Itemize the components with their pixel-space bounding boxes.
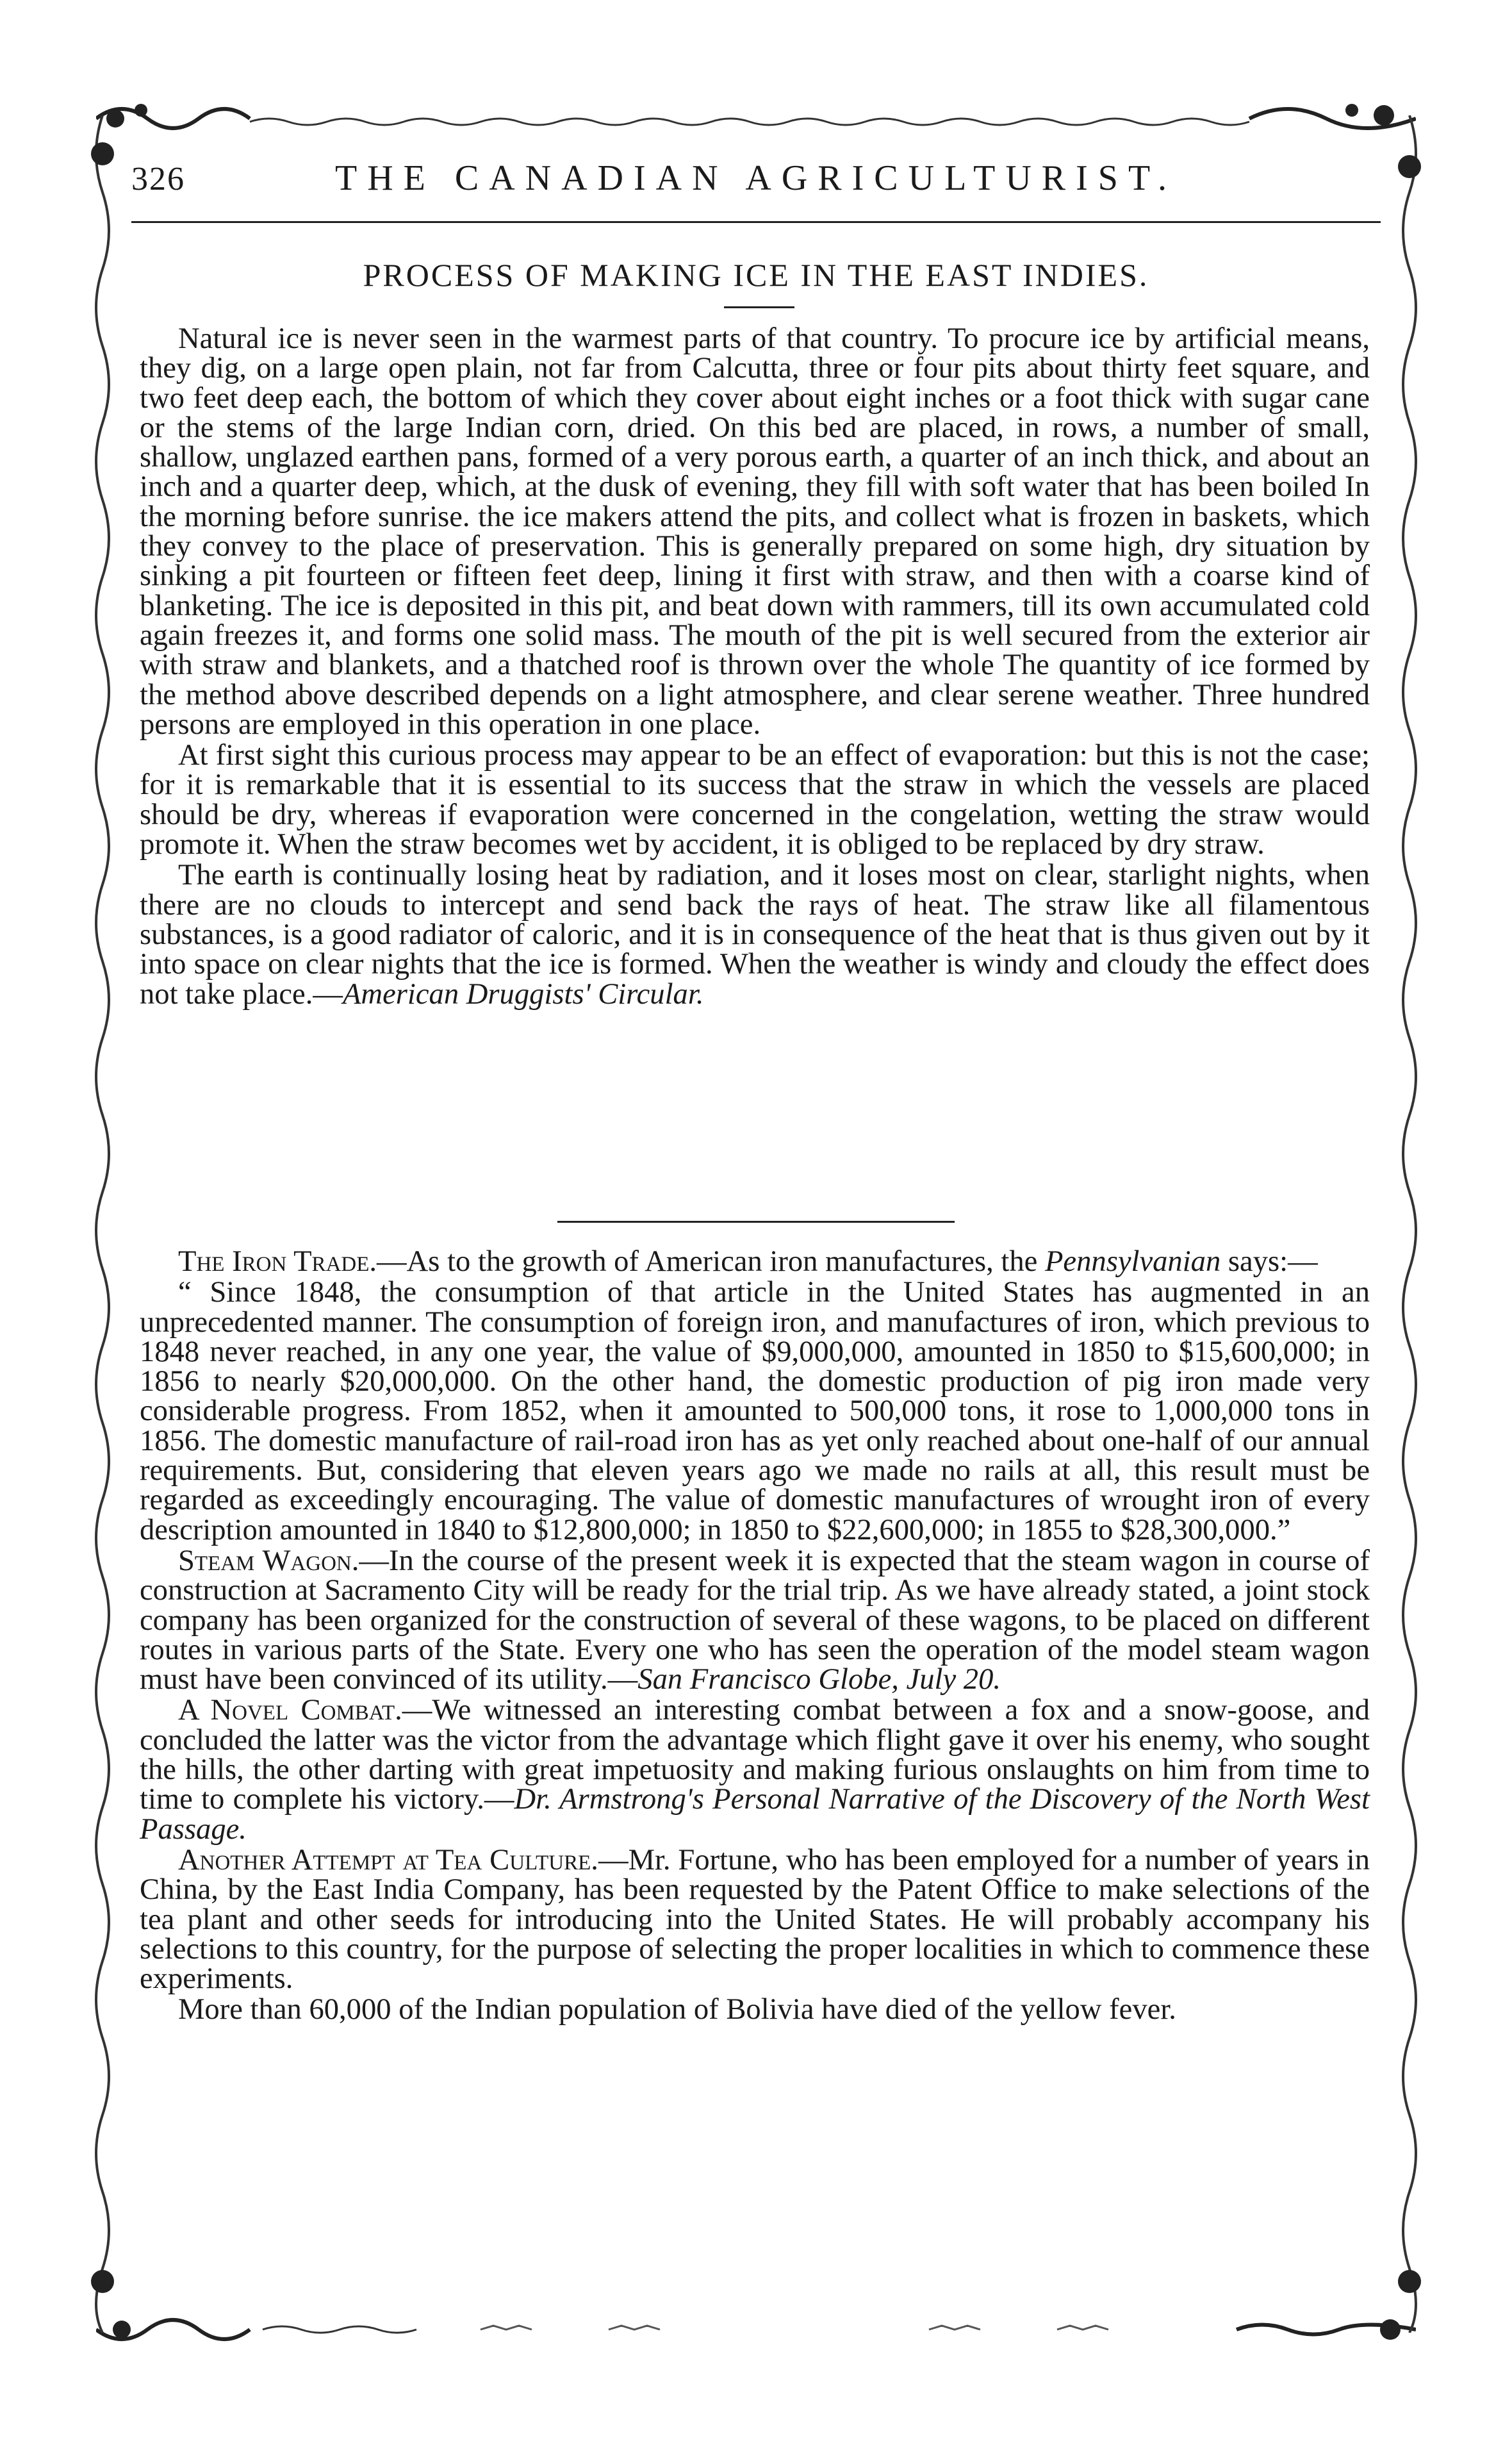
paragraph-tea-culture	[140, 1842, 1370, 1996]
paragraph-text: The earth is continually losing heat by radiation, and it loses most on clear, starlight nights, when there are no clouds to intercept and send back the rays of heat. The straw like all filamentous substances, is a good radiator of caloric, and it is in consequence of the heat that is thus given out by it into space on clear nights that the ice is formed. When the weather is windy and cloudy the effect does not take place.—	[140, 858, 1370, 1011]
paragraph-text: says:—	[1220, 1245, 1318, 1278]
item-heading: The Iron Trade.	[178, 1245, 377, 1278]
header-rule	[131, 221, 1381, 223]
paragraph-bolivia: More than 60,000 of the Indian population of Bolivia have died of the yellow fever.	[178, 1992, 1176, 2026]
paragraph: Natural ice is never seen in the warmest parts of that country. To procure ice by artificial means, they dig, on a large open plain, not far from Calcutta, three or four pits about thirty feet square, and two feet deep each, the bottom of which they cover about eight inches or a foot thick with sugar cane or the stems of the large Indian corn, dried. On this bed are placed, in rows, a number of small, shallow, unglazed earthen pans, formed of a very porous earth, a quarter of an inch thick, and about an inch and a quarter deep, which, at the dusk of evening, they fill with soft water that has been boiled In the morning before sunrise. the ice makers attend the pits, and collect what is frozen in baskets, which they convey to the place of preservation. This is generally prepared on some high, dry situation by sinking a pit fourteen or fifteen feet deep, lining it first with straw, and then with a coarse kind of blanketing. The ice is deposited in this pit, and beat down with rammers, till its own accumulated cold again freezes it, and forms one solid mass. The mouth of the pit is well secured from the exterior air with straw and blankets, and a thatched roof is thrown over the whole The quantity of ice formed by the method above described depends on a light atmosphere, and clear serene weather. Three hundred persons are employed in this operation in one place.	[140, 322, 1370, 741]
ornament-right-border	[1390, 115, 1429, 2333]
item-heading: Steam Wagon.	[178, 1543, 359, 1577]
section-divider	[557, 1221, 955, 1223]
paragraph: At first sight this curious process may appear to be an effect of evaporation: but this is not the case; for it is remarkable that it is essential to its success that the straw in which the vessels are placed should be dry, whereas if evaporation were concerned in the congelation, wetting the straw would promote it. When the straw becomes wet by accident, it is obliged to be replaced by dry straw.	[140, 738, 1370, 861]
source-citation: American Druggists' Circular.	[342, 977, 704, 1011]
running-title: THE CANADIAN AGRICULTURIST.	[335, 158, 1177, 198]
paragraph-text: —Mr. Fortune, who has been employed for a number of years in China, by the East India Company, has been requested by the Patent Office to make selections of the tea plant and other seeds for introducing into the United States. He will probably accompany his selections to this country, for the purpose of selecting the proper localities in which to commence these experiments.	[140, 1842, 1370, 1996]
paragraph-iron-trade	[140, 1246, 1370, 1276]
paragraph-novel-combat	[140, 1693, 1370, 1846]
title-rule	[724, 306, 794, 308]
ornament-top-border	[96, 96, 1416, 141]
item-heading: A Novel Combat.	[178, 1693, 402, 1727]
source-citation: Dr. Armstrong's Personal Narrative of the Discovery of the North West Passage.	[140, 1782, 1370, 1846]
ornament-bottom-border	[96, 2307, 1416, 2352]
paragraph-text: —In the course of the present week it is expected that the steam wagon in course of construction at Sacramento City will be ready for the trial trip. As we have already stated, a joint stock company has been organized for the construction of several of these wagons, to be placed on different routes in various parts of the State. Every one who has seen the operation of the model steam wagon must have been convinced of its utility.—	[140, 1543, 1370, 1696]
article-title: PROCESS OF MAKING ICE IN THE EAST INDIES.	[363, 257, 1149, 293]
paragraph-steam-wagon	[140, 1543, 1370, 1696]
paragraph	[140, 858, 1370, 1011]
article-ice-body	[140, 324, 1370, 1009]
page-number: 326	[131, 161, 185, 197]
page-header	[131, 154, 1381, 211]
miscellany-body	[140, 1246, 1370, 2024]
source-citation: Pennsylvanian	[1044, 1245, 1221, 1278]
paragraph-text: —As to the growth of American iron manufactures, the	[377, 1245, 1045, 1278]
ornament-left-border	[83, 115, 122, 2333]
paragraph-quote: “ Since 1848, the consumption of that article in the United States has augmented in an unprecedented manner. The consumption of foreign iron, and manufactures of iron, which previous to 1848 never reached, in any one year, the value of $9,000,000, amounted in 1850 to $15,600,000; in 1856 to nearly $20,000,000. On the other hand, the domestic production of pig iron made very considerable progress. From 1852, when it amounted to 500,000 tons, it rose to 1,000,000 tons in 1856. The domestic manufacture of rail-road iron has as yet only reached about one-half of our annual requirements. But, considering that eleven years ago we made no rails at all, this result must be regarded as exceedingly encouraging. The value of domestic manufactures of wrought iron of every description amounted in 1840 to $12,800,000; in 1850 to $22,600,000; in 1855 to $28,300,000.”	[140, 1275, 1370, 1546]
source-citation: San Francisco Globe, July 20.	[637, 1662, 1001, 1696]
item-heading: Another Attempt at Tea Culture.	[178, 1842, 598, 1876]
paragraph-text: —We witnessed an interesting combat between a fox and a snow-goose, and concluded the latter was the victor from the advantage which flight gave it over his enemy, who sought the hills, the other darting with great impetuosity and making furious onslaughts on him from time to time to complete his victory.—	[140, 1693, 1370, 1816]
